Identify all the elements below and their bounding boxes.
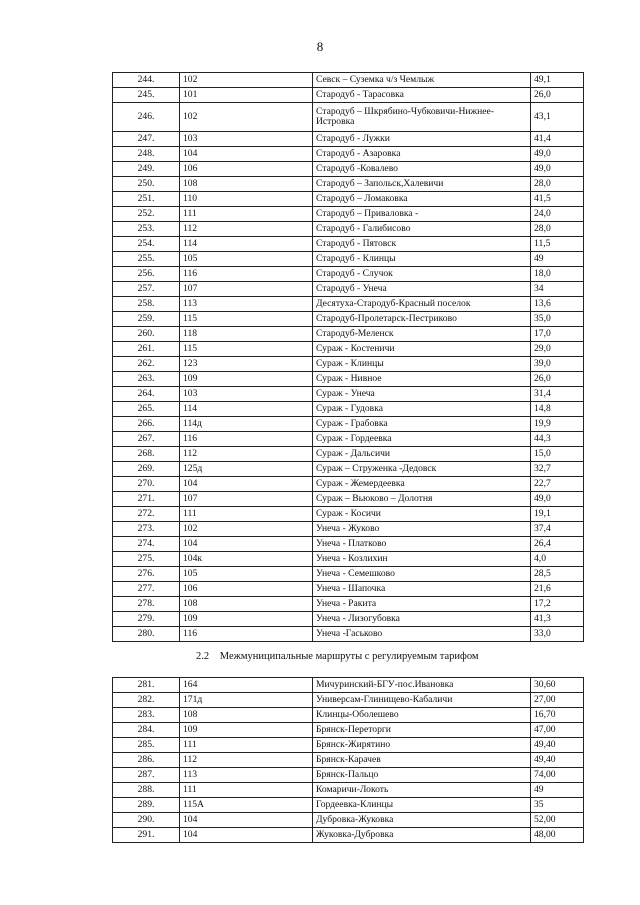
row-number-cell: 251. [113, 192, 180, 207]
tariff-cell: 29,0 [531, 342, 584, 357]
row-number-cell: 264. [113, 387, 180, 402]
row-number-cell: 246. [113, 103, 180, 132]
row-number-cell: 257. [113, 282, 180, 297]
row-number-cell: 250. [113, 177, 180, 192]
route-code-cell: 105 [180, 567, 313, 582]
route-name-cell: Сураж - Дальсичи [313, 447, 531, 462]
tariff-cell: 49,40 [531, 753, 584, 768]
route-code-cell: 113 [180, 768, 313, 783]
route-name-cell: Стародуб - Клинцы [313, 252, 531, 267]
route-name-cell: Дубровка-Жуковка [313, 813, 531, 828]
row-number-cell: 268. [113, 447, 180, 462]
row-number-cell: 287. [113, 768, 180, 783]
tariff-cell: 17,2 [531, 597, 584, 612]
tariff-cell: 19,9 [531, 417, 584, 432]
row-number-cell: 290. [113, 813, 180, 828]
table-row [113, 798, 584, 813]
section-heading [196, 651, 479, 662]
route-name-cell: Сураж – Струженка -Дедовск [313, 462, 531, 477]
tariff-cell: 37,4 [531, 522, 584, 537]
row-number-cell: 280. [113, 627, 180, 642]
route-name-cell: Сураж - Унеча [313, 387, 531, 402]
row-number-cell: 288. [113, 783, 180, 798]
route-name-cell: Стародуб – Ломаковка [313, 192, 531, 207]
table-row [113, 567, 584, 582]
table-row [113, 417, 584, 432]
tariff-cell: 41,4 [531, 132, 584, 147]
route-code-cell: 103 [180, 387, 313, 402]
route-code-cell: 101 [180, 88, 313, 103]
route-code-cell: 107 [180, 492, 313, 507]
row-number-cell: 282. [113, 693, 180, 708]
route-code-cell: 111 [180, 738, 313, 753]
tariff-cell: 47,00 [531, 723, 584, 738]
tariff-cell: 17,0 [531, 327, 584, 342]
route-name-cell: Унеча - Шапочка [313, 582, 531, 597]
tariff-cell: 44,3 [531, 432, 584, 447]
table-row [113, 723, 584, 738]
row-number-cell: 256. [113, 267, 180, 282]
route-code-cell: 112 [180, 222, 313, 237]
route-code-cell: 115 [180, 342, 313, 357]
table-row [113, 207, 584, 222]
table-row [113, 582, 584, 597]
tariff-cell: 49 [531, 783, 584, 798]
row-number-cell: 261. [113, 342, 180, 357]
section-title: Межмуниципальные маршруты с регулируемым тарифом [219, 651, 479, 662]
row-number-cell: 285. [113, 738, 180, 753]
table-row [113, 492, 584, 507]
table-row [113, 297, 584, 312]
route-name-cell: Стародуб – Шкрябино-Чубковичи-Нижнее-Истровка [313, 103, 531, 132]
table-row [113, 753, 584, 768]
route-code-cell: 109 [180, 372, 313, 387]
tariff-cell: 30,60 [531, 678, 584, 693]
row-number-cell: 284. [113, 723, 180, 738]
route-code-cell: 114 [180, 237, 313, 252]
table-row [113, 252, 584, 267]
route-name-cell: Сураж - Гордеевка [313, 432, 531, 447]
route-name-cell: Стародуб - Пятовск [313, 237, 531, 252]
route-name-cell: Стародуб - Тарасовка [313, 88, 531, 103]
table-row [113, 88, 584, 103]
route-code-cell: 106 [180, 582, 313, 597]
table-row [113, 327, 584, 342]
table-row [113, 552, 584, 567]
route-name-cell: Универсам-Глинищево-Кабаличи [313, 693, 531, 708]
tariff-cell: 14,8 [531, 402, 584, 417]
tariff-cell: 26,4 [531, 537, 584, 552]
tariff-cell: 49,0 [531, 147, 584, 162]
route-code-cell: 115 [180, 312, 313, 327]
table-row [113, 103, 584, 132]
tariff-cell: 49,0 [531, 162, 584, 177]
row-number-cell: 271. [113, 492, 180, 507]
tariff-cell: 49,40 [531, 738, 584, 753]
table-row [113, 237, 584, 252]
row-number-cell: 253. [113, 222, 180, 237]
row-number-cell: 272. [113, 507, 180, 522]
route-name-cell: Унеча - Лизогубовка [313, 612, 531, 627]
table-row [113, 312, 584, 327]
route-code-cell: 164 [180, 678, 313, 693]
table-row [113, 708, 584, 723]
table-row [113, 342, 584, 357]
route-name-cell: Стародуб - Азаровка [313, 147, 531, 162]
route-name-cell: Сураж - Жемердеевка [313, 477, 531, 492]
row-number-cell: 265. [113, 402, 180, 417]
row-number-cell: 259. [113, 312, 180, 327]
routes-table-intermunicipal [112, 677, 584, 843]
route-name-cell: Стародуб - Случок [313, 267, 531, 282]
tariff-cell: 34 [531, 282, 584, 297]
route-code-cell: 111 [180, 207, 313, 222]
route-name-cell: Стародуб-Пролетарск-Пестриково [313, 312, 531, 327]
tariff-cell: 28,0 [531, 177, 584, 192]
route-code-cell: 104 [180, 813, 313, 828]
table-row [113, 783, 584, 798]
tariff-cell: 15,0 [531, 447, 584, 462]
tariff-cell: 31,4 [531, 387, 584, 402]
tariff-cell: 48,00 [531, 828, 584, 843]
table-row [113, 813, 584, 828]
route-code-cell: 104 [180, 477, 313, 492]
route-name-cell: Стародуб – Запольск,Халевичи [313, 177, 531, 192]
route-name-cell: Стародуб - Галибисово [313, 222, 531, 237]
tariff-cell: 4,0 [531, 552, 584, 567]
row-number-cell: 260. [113, 327, 180, 342]
row-number-cell: 291. [113, 828, 180, 843]
tariff-cell: 19,1 [531, 507, 584, 522]
page-number: 8 [316, 39, 324, 54]
route-name-cell: Унеча - Ракита [313, 597, 531, 612]
route-code-cell: 118 [180, 327, 313, 342]
route-name-cell: Стародуб -Ковалево [313, 162, 531, 177]
table-row [113, 693, 584, 708]
tariff-cell: 28,5 [531, 567, 584, 582]
row-number-cell: 245. [113, 88, 180, 103]
tariff-cell: 35 [531, 798, 584, 813]
route-code-cell: 108 [180, 597, 313, 612]
route-name-cell: Брянск-Карачев [313, 753, 531, 768]
route-name-cell: Унеча - Семешково [313, 567, 531, 582]
route-name-cell: Сураж - Грабовка [313, 417, 531, 432]
tariff-cell: 26,0 [531, 88, 584, 103]
route-code-cell: 114д [180, 417, 313, 432]
route-code-cell: 109 [180, 723, 313, 738]
route-code-cell: 116 [180, 267, 313, 282]
table-row [113, 477, 584, 492]
row-number-cell: 278. [113, 597, 180, 612]
table-row [113, 678, 584, 693]
route-name-cell: Стародуб - Лужки [313, 132, 531, 147]
table-row [113, 507, 584, 522]
route-name-cell: Сураж - Гудовка [313, 402, 531, 417]
route-code-cell: 106 [180, 162, 313, 177]
tariff-cell: 21,6 [531, 582, 584, 597]
row-number-cell: 270. [113, 477, 180, 492]
route-code-cell: 104 [180, 147, 313, 162]
row-number-cell: 248. [113, 147, 180, 162]
tariff-cell: 49,1 [531, 73, 584, 88]
table-row [113, 627, 584, 642]
table-row [113, 282, 584, 297]
route-name-cell: Десятуха-Стародуб-Красный поселок [313, 297, 531, 312]
route-code-cell: 114 [180, 402, 313, 417]
row-number-cell: 274. [113, 537, 180, 552]
row-number-cell: 273. [113, 522, 180, 537]
row-number-cell: 252. [113, 207, 180, 222]
route-code-cell: 116 [180, 627, 313, 642]
route-name-cell: Унеча - Козлихин [313, 552, 531, 567]
tariff-cell: 35,0 [531, 312, 584, 327]
tariff-cell: 33,0 [531, 627, 584, 642]
tariff-cell: 24,0 [531, 207, 584, 222]
route-code-cell: 111 [180, 507, 313, 522]
row-number-cell: 275. [113, 552, 180, 567]
route-name-cell: Сураж - Клинцы [313, 357, 531, 372]
row-number-cell: 267. [113, 432, 180, 447]
route-name-cell: Клинцы-Оболешево [313, 708, 531, 723]
route-code-cell: 104 [180, 828, 313, 843]
row-number-cell: 276. [113, 567, 180, 582]
routes-table-regulated [112, 72, 584, 642]
route-name-cell: Гордеевка-Клинцы [313, 798, 531, 813]
row-number-cell: 289. [113, 798, 180, 813]
route-name-cell: Сураж - Костеничи [313, 342, 531, 357]
route-name-cell: Сураж - Косичи [313, 507, 531, 522]
table-row [113, 612, 584, 627]
table-row [113, 177, 584, 192]
route-code-cell: 116 [180, 432, 313, 447]
route-code-cell: 104 [180, 537, 313, 552]
route-code-cell: 109 [180, 612, 313, 627]
route-code-cell: 113 [180, 297, 313, 312]
table-row [113, 192, 584, 207]
route-code-cell: 111 [180, 783, 313, 798]
route-name-cell: Брянск-Пальцо [313, 768, 531, 783]
row-number-cell: 244. [113, 73, 180, 88]
row-number-cell: 247. [113, 132, 180, 147]
route-name-cell: Стародуб-Меленск [313, 327, 531, 342]
table-row [113, 267, 584, 282]
row-number-cell: 277. [113, 582, 180, 597]
table-row [113, 372, 584, 387]
route-code-cell: 107 [180, 282, 313, 297]
tariff-cell: 74,00 [531, 768, 584, 783]
row-number-cell: 269. [113, 462, 180, 477]
table-row [113, 222, 584, 237]
tariff-cell: 26,0 [531, 372, 584, 387]
table-row [113, 537, 584, 552]
row-number-cell: 279. [113, 612, 180, 627]
route-name-cell: Унеча - Жуково [313, 522, 531, 537]
route-code-cell: 105 [180, 252, 313, 267]
table-row [113, 73, 584, 88]
row-number-cell: 262. [113, 357, 180, 372]
table-row [113, 828, 584, 843]
table-row [113, 597, 584, 612]
route-code-cell: 115А [180, 798, 313, 813]
tariff-cell: 43,1 [531, 103, 584, 132]
table-row [113, 738, 584, 753]
route-name-cell: Сураж - Нивное [313, 372, 531, 387]
table-row [113, 447, 584, 462]
route-code-cell: 108 [180, 177, 313, 192]
tariff-cell: 32,7 [531, 462, 584, 477]
route-code-cell: 103 [180, 132, 313, 147]
route-code-cell: 112 [180, 753, 313, 768]
tariff-cell: 49 [531, 252, 584, 267]
row-number-cell: 263. [113, 372, 180, 387]
tariff-cell: 22,7 [531, 477, 584, 492]
row-number-cell: 266. [113, 417, 180, 432]
row-number-cell: 249. [113, 162, 180, 177]
row-number-cell: 254. [113, 237, 180, 252]
row-number-cell: 255. [113, 252, 180, 267]
route-name-cell: Брянск-Жирятино [313, 738, 531, 753]
route-code-cell: 171д [180, 693, 313, 708]
tariff-cell: 49,0 [531, 492, 584, 507]
route-name-cell: Жуковка-Дубровка [313, 828, 531, 843]
table-row [113, 432, 584, 447]
tariff-cell: 11,5 [531, 237, 584, 252]
table-row [113, 132, 584, 147]
tariff-cell: 41,3 [531, 612, 584, 627]
tariff-cell: 39,0 [531, 357, 584, 372]
tariff-cell: 41,5 [531, 192, 584, 207]
row-number-cell: 286. [113, 753, 180, 768]
row-number-cell: 281. [113, 678, 180, 693]
route-name-cell: Мичуринский-БГУ-пос.Ивановка [313, 678, 531, 693]
route-code-cell: 104к [180, 552, 313, 567]
table-row [113, 402, 584, 417]
route-code-cell: 110 [180, 192, 313, 207]
table-row [113, 147, 584, 162]
route-name-cell: Севск – Суземка ч/з Чемлыж [313, 73, 531, 88]
table-row [113, 162, 584, 177]
tariff-cell: 27,00 [531, 693, 584, 708]
route-code-cell: 102 [180, 103, 313, 132]
table-row [113, 462, 584, 477]
row-number-cell: 283. [113, 708, 180, 723]
table-row [113, 357, 584, 372]
tariff-cell: 52,00 [531, 813, 584, 828]
route-name-cell: Унеча -Гаськово [313, 627, 531, 642]
tariff-cell: 16,70 [531, 708, 584, 723]
route-code-cell: 102 [180, 73, 313, 88]
tariff-cell: 13,6 [531, 297, 584, 312]
route-code-cell: 112 [180, 447, 313, 462]
route-name-cell: Стародуб – Приваловка - [313, 207, 531, 222]
route-code-cell: 123 [180, 357, 313, 372]
route-code-cell: 108 [180, 708, 313, 723]
route-name-cell: Унеча - Платково [313, 537, 531, 552]
row-number-cell: 258. [113, 297, 180, 312]
route-name-cell: Сураж – Вьюково – Долотня [313, 492, 531, 507]
section-number: 2.2 [196, 651, 210, 662]
table-row [113, 768, 584, 783]
table-row [113, 522, 584, 537]
tariff-cell: 18,0 [531, 267, 584, 282]
route-name-cell: Брянск-Переторги [313, 723, 531, 738]
route-name-cell: Стародуб - Унеча [313, 282, 531, 297]
tariff-cell: 28,0 [531, 222, 584, 237]
route-name-cell: Комаричи-Локоть [313, 783, 531, 798]
route-code-cell: 102 [180, 522, 313, 537]
table-row [113, 387, 584, 402]
route-code-cell: 125д [180, 462, 313, 477]
